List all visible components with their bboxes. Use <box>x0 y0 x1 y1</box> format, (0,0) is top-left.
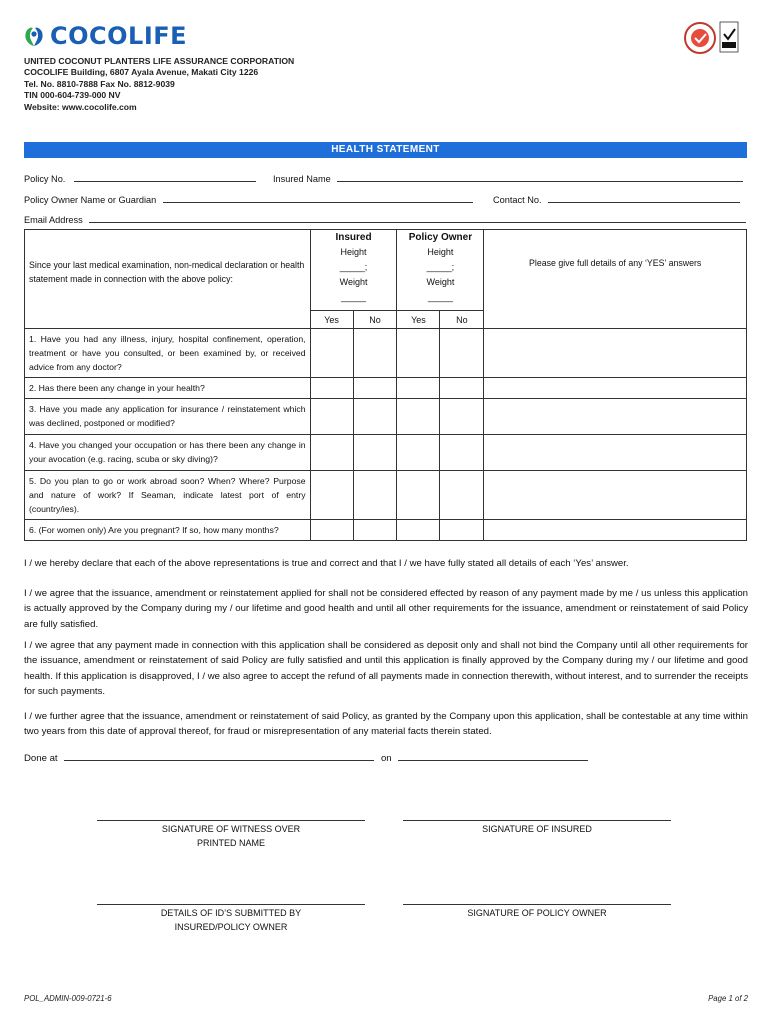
owner-no-cell[interactable] <box>440 329 484 378</box>
question-4: 4. Have you changed your occupation or has there been any change in your avocation (e.g. racing, scuba or sky diving)? <box>25 435 311 471</box>
insured-yes-header: Yes <box>310 311 353 329</box>
insured-column-header <box>310 230 397 311</box>
owner-height-label: Height <box>427 247 454 257</box>
insured-signature-line[interactable] <box>403 820 671 821</box>
declaration-2: I / we agree that the issuance, amendment or reinstatement applied for shall not be considered effected by reason of any payment made by me / us unless this application is actually approved by the Company during my / our lifetime and good health and until all other requirements for the issuance, amendment or reinstatement of said Policy are fully satisfied. <box>24 588 748 630</box>
insured-header: Insured <box>335 232 372 243</box>
owner-weight-input[interactable]: _____ <box>427 292 453 302</box>
ids-details-label: DETAILS OF ID’S SUBMITTED BY INSURED/POLICY OWNER <box>160 908 302 932</box>
done-on-label: on <box>380 753 392 764</box>
owner-header: Policy Owner <box>408 232 473 243</box>
insured-yes-cell[interactable] <box>310 471 353 520</box>
insured-height-input[interactable]: _____; <box>339 262 368 272</box>
insured-yes-cell[interactable] <box>310 435 353 471</box>
question-row-4 <box>25 435 747 471</box>
insured-yes-cell[interactable] <box>310 399 353 435</box>
insured-name-blank[interactable] <box>337 173 743 182</box>
contact-no-blank[interactable] <box>548 194 740 203</box>
insured-no-cell[interactable] <box>353 329 397 378</box>
witness-signature-line[interactable] <box>97 820 365 821</box>
insured-no-cell[interactable] <box>353 471 397 520</box>
insured-yes-cell[interactable] <box>310 520 353 541</box>
company-website: Website: www.cocolife.com <box>24 101 137 112</box>
question-1: 1. Have you had any illness, injury, hospital confinement, operation, treatment or have you consulted, or been examined by, or received advice from any doctor? <box>25 329 311 378</box>
insured-yes-cell[interactable] <box>310 329 353 378</box>
form-code: POL_ADMIN-009-0721-6 <box>24 994 112 1003</box>
insured-signature-label: SIGNATURE OF INSURED <box>482 824 592 834</box>
details-cell[interactable] <box>484 520 747 541</box>
company-address: COCOLIFE Building, 6807 Ayala Avenue, Makati City 1226 <box>24 67 259 78</box>
insured-height-label: Height <box>340 247 367 257</box>
insured-name-label: Insured Name <box>273 174 331 184</box>
insured-weight-input[interactable]: _____ <box>341 292 367 302</box>
done-at-blank[interactable] <box>64 752 374 761</box>
policy-no-field[interactable] <box>24 173 256 185</box>
insured-no-header: No <box>353 311 397 329</box>
insured-no-cell[interactable] <box>353 435 397 471</box>
owner-weight-label: Weight <box>426 277 455 287</box>
form-title: HEALTH STATEMENT <box>24 142 747 158</box>
company-phone: Tel. No. 8810-7888 Fax No. 8812-9039 <box>24 78 175 89</box>
question-row-1 <box>25 329 747 378</box>
owner-yes-cell[interactable] <box>397 435 440 471</box>
done-at-field[interactable] <box>24 752 588 765</box>
insured-weight-label: Weight <box>339 277 368 287</box>
ids-details-line[interactable] <box>97 904 365 905</box>
contact-no-label: Contact No. <box>493 195 542 205</box>
owner-no-header: No <box>440 311 484 329</box>
owner-no-cell[interactable] <box>440 399 484 435</box>
details-cell[interactable] <box>484 378 747 399</box>
insured-name-field[interactable] <box>273 173 743 185</box>
policy-no-label: Policy No. <box>24 174 66 184</box>
company-logo <box>22 21 187 51</box>
company-tin: TIN 000-604-739-000 NV <box>24 90 121 101</box>
details-cell[interactable] <box>484 435 747 471</box>
question-row-3 <box>25 399 747 435</box>
declaration-3: I / we agree that any payment made in connection with this application shall be considered as deposit only and shall not bind the Company until all other requirements for the issuance, amendment or reinstatement of said Policy are fully satisfied and until this application is finally approved by the Company during my / our lifetime and good health. If this application is disapproved, I / we also agree to accept the refund of all payments made in connection therewith, without interest, and to surrender the receipts for such payments. <box>24 640 748 698</box>
owner-signature-label: SIGNATURE OF POLICY OWNER <box>467 908 607 918</box>
owner-signature-line[interactable] <box>403 904 671 905</box>
owner-yes-cell[interactable] <box>397 520 440 541</box>
details-cell[interactable] <box>484 471 747 520</box>
owner-no-cell[interactable] <box>440 520 484 541</box>
coconut-leaf-icon <box>22 24 46 48</box>
details-cell[interactable] <box>484 399 747 435</box>
question-3: 3. Have you made any application for insurance / reinstatement which was declined, postponed or modified? <box>25 399 311 435</box>
owner-column-header <box>397 230 484 311</box>
witness-signature-label: SIGNATURE OF WITNESS OVER PRINTED NAME <box>161 824 301 848</box>
owner-name-field[interactable] <box>24 194 473 206</box>
done-on-blank[interactable] <box>398 752 588 761</box>
question-5: 5. Do you plan to go or work abroad soon? When? Where? Purpose and nature of work? If Seaman, indicate latest port of entry (country/ies). <box>25 471 311 520</box>
health-statement-table <box>24 229 747 541</box>
owner-yes-cell[interactable] <box>397 329 440 378</box>
logo-text: COCOLIFE <box>50 22 188 50</box>
owner-name-blank[interactable] <box>163 194 473 203</box>
certification-seals-icon <box>680 20 742 58</box>
owner-height-input[interactable]: _____; <box>426 262 455 272</box>
question-row-5 <box>25 471 747 520</box>
email-blank[interactable] <box>89 214 746 223</box>
company-name: UNITED COCONUT PLANTERS LIFE ASSURANCE CORPORATION <box>24 56 295 66</box>
owner-yes-cell[interactable] <box>397 378 440 399</box>
insured-no-cell[interactable] <box>353 520 397 541</box>
declaration-1: I / we hereby declare that each of the above representations is true and correct and that I / we have fully stated all details of each ‘Yes’ answer. <box>24 558 629 569</box>
insured-no-cell[interactable] <box>353 378 397 399</box>
done-at-label: Done at <box>24 753 58 764</box>
page-number: Page 1 of 2 <box>708 994 748 1003</box>
insured-yes-cell[interactable] <box>310 378 353 399</box>
table-intro: Since your last medical examination, non-medical declaration or health statement made in connection with the above policy: <box>25 230 311 329</box>
owner-yes-header: Yes <box>397 311 440 329</box>
company-info <box>24 56 294 113</box>
owner-yes-cell[interactable] <box>397 399 440 435</box>
owner-yes-cell[interactable] <box>397 471 440 520</box>
insured-no-cell[interactable] <box>353 399 397 435</box>
owner-no-cell[interactable] <box>440 435 484 471</box>
email-label: Email Address <box>24 215 83 225</box>
question-6: 6. (For women only) Are you pregnant? If so, how many months? <box>25 520 311 541</box>
policy-no-blank[interactable] <box>74 173 256 182</box>
owner-name-label: Policy Owner Name or Guardian <box>24 195 157 205</box>
details-header: Please give full details of any ‘YES’ answers <box>484 230 747 329</box>
question-row-6 <box>25 520 747 541</box>
contact-no-field[interactable] <box>493 194 740 206</box>
email-field[interactable] <box>24 214 746 226</box>
declaration-4: I / we further agree that the issuance, amendment or reinstatement of said Policy, as granted by the Company upon this application, shall be contestable at any time within two years from this date of approval thereof, for fraud or misrepresentation of any material facts therein stated. <box>24 711 748 738</box>
table-header-row <box>25 230 747 311</box>
owner-no-cell[interactable] <box>440 471 484 520</box>
details-cell[interactable] <box>484 329 747 378</box>
owner-no-cell[interactable] <box>440 378 484 399</box>
question-row-2 <box>25 378 747 399</box>
question-2: 2. Has there been any change in your health? <box>25 378 311 399</box>
